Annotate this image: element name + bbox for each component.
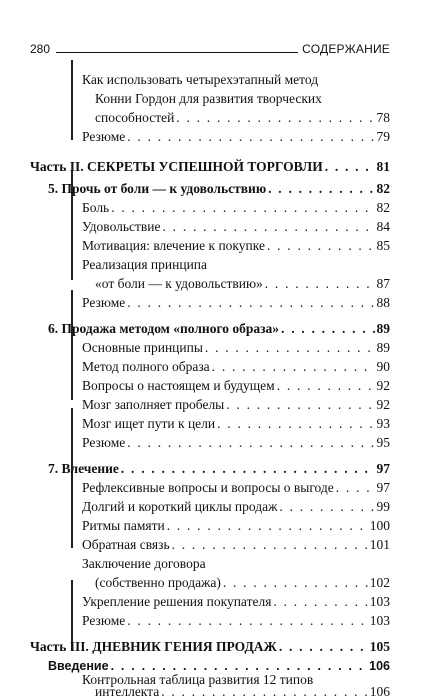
leader-dots [325, 159, 375, 175]
leader-dots [205, 340, 375, 356]
toc-entry-title: 5. Прочь от боли — к удовольствию [48, 181, 267, 196]
leader-dots [267, 238, 375, 254]
toc-page-number: 82 [376, 200, 390, 215]
toc-entry[interactable] [82, 518, 390, 534]
leader-dots [226, 397, 374, 413]
toc-entry-title: (собственно продажа) [95, 575, 221, 590]
toc-entry[interactable] [82, 359, 390, 375]
toc-entry[interactable] [82, 129, 390, 145]
toc-entry-title: Мозг заполняет пробелы [82, 397, 225, 412]
leader-dots [167, 518, 368, 534]
toc-entry[interactable] [82, 480, 390, 496]
toc-page-number: 105 [369, 639, 390, 654]
toc-entry[interactable] [95, 686, 390, 700]
toc-entry-title: Метод полного образа [82, 359, 210, 374]
page-number: 280 [30, 42, 51, 56]
leader-dots [273, 594, 367, 610]
leader-dots [161, 684, 368, 700]
toc-page-number: 101 [369, 537, 390, 552]
toc-entry[interactable] [82, 200, 390, 216]
leader-dots [111, 200, 374, 216]
leader-dots [279, 639, 368, 655]
leader-dots [127, 435, 374, 451]
toc-entry[interactable] [82, 613, 390, 629]
toc-page-number: 88 [376, 295, 390, 310]
toc-chapter-heading[interactable] [48, 181, 390, 197]
leader-dots [281, 321, 374, 337]
toc-page-number: 103 [369, 594, 390, 609]
leader-dots [223, 575, 368, 591]
toc-entry-title: Обратная связь [82, 537, 170, 552]
toc-entry-title: Удовольствие [82, 219, 161, 234]
leader-dots [336, 480, 375, 496]
toc-page-number: 89 [376, 321, 390, 336]
leader-dots [163, 219, 375, 235]
leader-dots [127, 129, 374, 145]
toc-entry-line: Реализация принципа [82, 257, 208, 272]
toc-page-number: 106 [369, 684, 390, 699]
toc-entry[interactable] [95, 276, 390, 292]
chapter-bar [71, 60, 73, 140]
running-header [30, 38, 390, 56]
toc-page-number: 93 [376, 416, 390, 431]
leader-dots [176, 110, 374, 126]
toc-page-number: 82 [376, 181, 390, 196]
toc-entry-title: 6. Продажа методом «полного образа» [48, 321, 280, 336]
leader-dots [212, 359, 375, 375]
toc-page-number: 102 [369, 575, 390, 590]
leader-dots [121, 461, 375, 477]
toc-entry-title: Боль [82, 200, 110, 215]
section-title: СОДЕРЖАНИЕ [302, 42, 390, 56]
toc-entry-line: Заключение договора [82, 556, 206, 571]
toc-entry-title: Рефлексивные вопросы и вопросы о выгоде [82, 480, 334, 495]
toc-entry[interactable] [82, 340, 390, 356]
toc-entry-title: Основные принципы [82, 340, 203, 355]
toc-entry-title: «от боли — к удовольствию» [95, 276, 263, 291]
toc-entry-title: Часть II. СЕКРЕТЫ УСПЕШНОЙ ТОРГОВЛИ [30, 159, 323, 174]
toc-page-number: 100 [369, 518, 390, 533]
toc-page-number: 87 [376, 276, 390, 291]
toc-page-number: 106 [369, 659, 390, 673]
toc-page-number: 84 [376, 219, 390, 234]
toc-page-number: 97 [376, 461, 390, 476]
toc-entry-title: Часть III. ДНЕВНИК ГЕНИЯ ПРОДАЖ [30, 639, 277, 654]
chapter-bar [71, 290, 73, 400]
toc-entry-title: Вопросы о настоящем и будущем [82, 378, 275, 393]
toc-entry-title: Мозг ищет пути к цели [82, 416, 216, 431]
toc-page-number: 99 [376, 499, 390, 514]
header-rule [56, 52, 298, 53]
leader-dots [268, 181, 374, 197]
leader-dots [217, 416, 374, 432]
toc-page-number: 90 [376, 359, 390, 374]
toc-entry[interactable] [82, 499, 390, 515]
toc-entry[interactable] [95, 110, 390, 126]
toc-page-number: 95 [376, 435, 390, 450]
toc-chapter-heading[interactable] [48, 321, 390, 337]
toc-entry[interactable] [82, 537, 390, 553]
toc-chapter-heading[interactable] [48, 461, 390, 477]
toc-entry-title: Долгий и короткий циклы продаж [82, 499, 278, 514]
toc-page-number: 79 [376, 129, 390, 144]
leader-dots [279, 499, 374, 515]
toc-entry-title: Резюме [82, 295, 126, 310]
toc-part-heading[interactable] [30, 159, 390, 175]
leader-dots [172, 537, 368, 553]
toc-page-number: 92 [376, 378, 390, 393]
toc-entry[interactable] [82, 435, 390, 451]
toc-entry-title: Ритмы памяти [82, 518, 165, 533]
toc-entry[interactable] [82, 238, 390, 254]
toc-page-number: 97 [376, 480, 390, 495]
toc-entry-line: Конни Гордон для развития творческих [95, 91, 322, 106]
toc-page-number: 103 [369, 613, 390, 628]
toc-entry-title: интеллекта [95, 684, 160, 699]
leader-dots [265, 276, 375, 292]
toc-entry[interactable] [82, 594, 390, 610]
toc-entry[interactable] [95, 575, 390, 591]
toc-page-number: 85 [376, 238, 390, 253]
toc-part-heading[interactable] [30, 639, 390, 655]
toc-entry-title: Резюме [82, 435, 126, 450]
leader-dots [127, 295, 374, 311]
chapter-bar [71, 408, 73, 548]
leader-dots [127, 613, 367, 629]
toc-entry-title: Резюме [82, 613, 126, 628]
toc-page-number: 89 [376, 340, 390, 355]
toc-entry-title: Укрепление решения покупателя [82, 594, 272, 609]
toc-entry[interactable] [82, 219, 390, 235]
toc-entry-line: Контрольная таблица развития 12 типов [82, 672, 314, 687]
toc-entry-title: Резюме [82, 129, 126, 144]
toc-entry[interactable] [82, 416, 390, 432]
toc-entry[interactable] [82, 378, 390, 394]
leader-dots [277, 378, 375, 394]
toc-entry-title: Введение [48, 659, 109, 673]
toc-page-number: 81 [376, 159, 390, 174]
toc-entry-title: способностей [95, 110, 175, 125]
toc-page-number: 78 [376, 110, 390, 125]
toc-entry-title: Мотивация: влечение к покупке [82, 238, 265, 253]
toc-entry[interactable] [82, 295, 390, 311]
toc-page-number: 92 [376, 397, 390, 412]
toc-entry-title: 7. Влечение [48, 461, 119, 476]
toc-entry[interactable] [82, 397, 390, 413]
toc-entry-line: Как использовать четырехэтапный метод [82, 72, 319, 87]
